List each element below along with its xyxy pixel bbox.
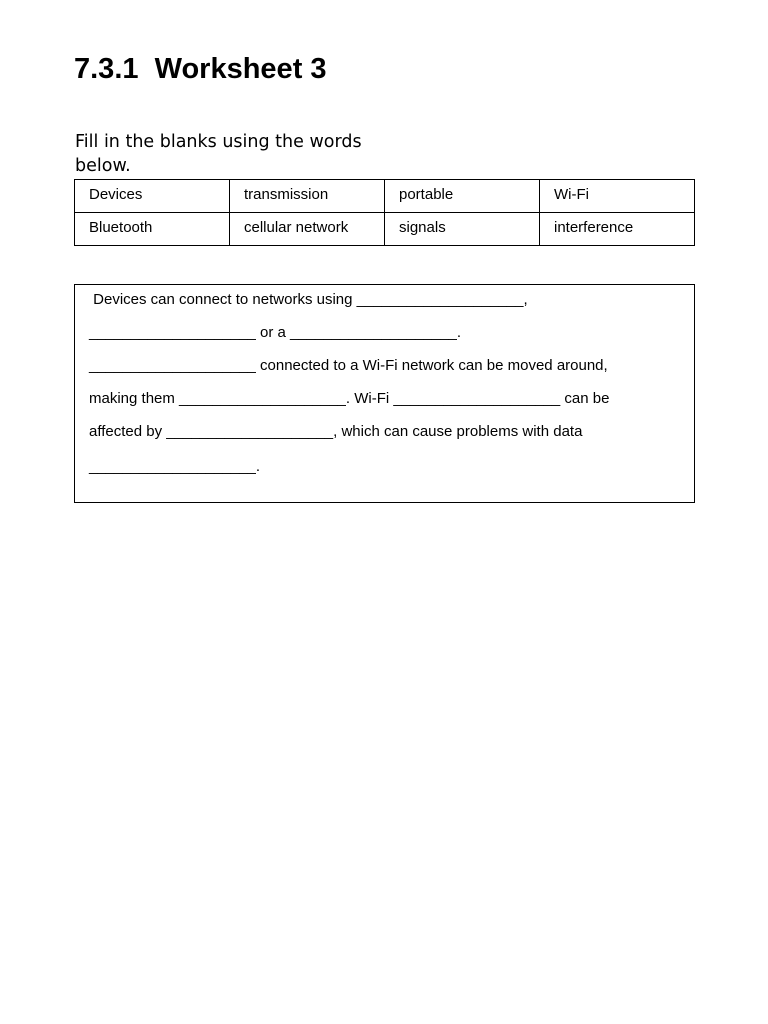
instructions-text: Fill in the blanks using the words below.: [75, 132, 362, 176]
page-title: 7.3.1 Worksheet 3: [74, 53, 327, 85]
passage-line: Devices can connect to networks using ____________________,: [89, 291, 528, 308]
word-bank-cell: Devices: [75, 180, 230, 213]
word-bank-row: [75, 180, 695, 213]
word-bank-cell: signals: [385, 213, 540, 246]
passage-line: affected by ____________________, which can cause problems with data: [89, 423, 583, 440]
fill-in-passage-box: [74, 284, 695, 503]
word-bank-cell: Bluetooth: [75, 213, 230, 246]
passage-line: ____________________ connected to a Wi-Fi network can be moved around,: [89, 357, 608, 374]
passage-line: making them ____________________. Wi-Fi ____________________ can be: [89, 390, 610, 407]
word-bank-table: [74, 179, 695, 246]
word-bank-cell: interference: [540, 213, 695, 246]
word-bank-cell: transmission: [230, 180, 385, 213]
word-bank-cell: portable: [385, 180, 540, 213]
passage-line: ____________________ or a ____________________.: [89, 324, 462, 341]
word-bank-row: [75, 213, 695, 246]
word-bank-cell: cellular network: [230, 213, 385, 246]
passage-line: ____________________.: [89, 458, 261, 475]
word-bank-cell: Wi-Fi: [540, 180, 695, 213]
